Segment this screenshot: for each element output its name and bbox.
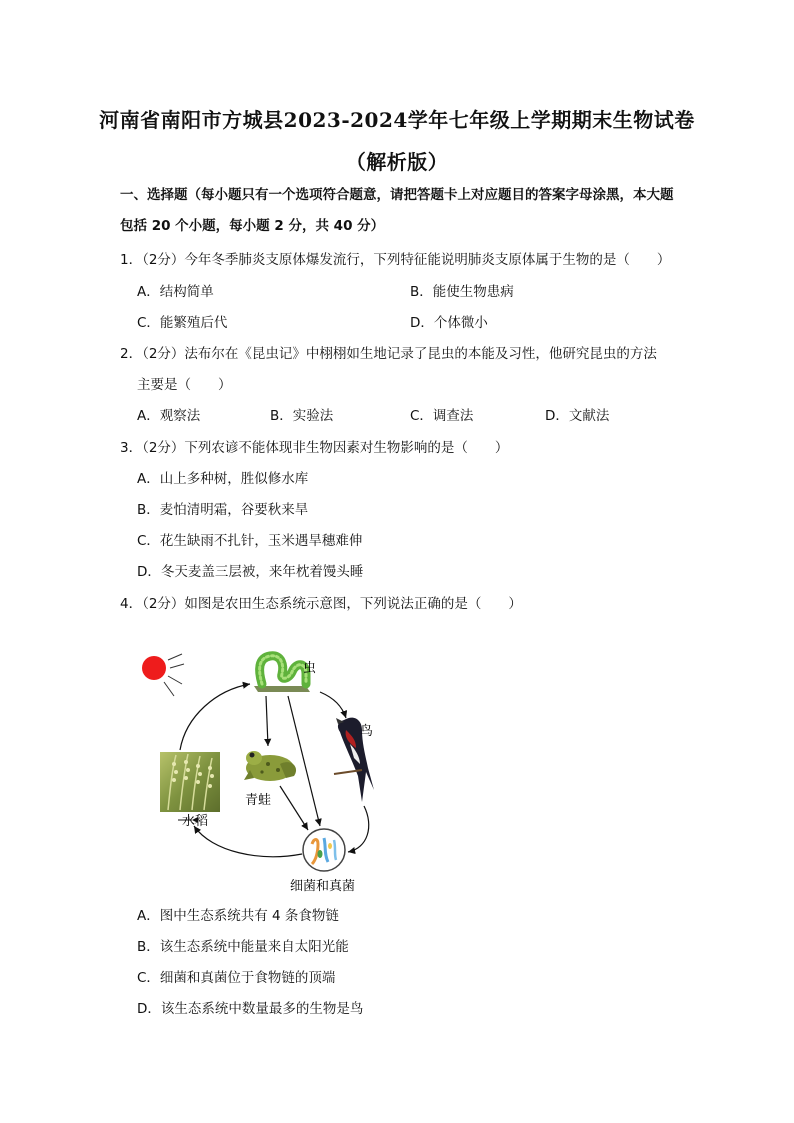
question-1-option-d: D．个体微小	[410, 315, 488, 331]
question-3-option-a: A．山上多种树，胜似修水库	[137, 471, 309, 487]
question-2-option-b: B．实验法	[270, 408, 334, 424]
question-1-option-a: A．结构简单	[137, 284, 214, 300]
sun-icon	[142, 654, 184, 696]
question-4-option-a: A．图中生态系统共有 4 条食物链	[137, 908, 339, 924]
question-1-stem: 1．（2分）今年冬季肺炎支原体爆发流行，下列特征能说明肺炎支原体属于生物的是（ ）	[120, 252, 671, 268]
caterpillar-icon	[254, 656, 310, 692]
section-heading: 一、选择题（每小题只有一个选项符合题意，请把答题卡上对应题目的答案字母涂黑，本大题包括 20 个小题，每小题 2 分，共 40 分）	[120, 187, 674, 234]
question-3-stem: 3．（2分）下列农谚不能体现非生物因素对生物影响的是（ ）	[120, 440, 509, 456]
question-2-stem-line1: 2．（2分）法布尔在《昆虫记》中栩栩如生地记录了昆虫的本能及习性，他研究昆虫的方法	[120, 346, 657, 362]
question-3-option-d: D．冬天麦盖三层被，来年枕着馒头睡	[137, 564, 364, 580]
exam-subtitle: （解析版）	[345, 150, 449, 174]
question-1-option-c: C．能繁殖后代	[137, 315, 228, 331]
label-insect: 虫	[303, 661, 317, 676]
decomposer-icon	[303, 829, 345, 871]
food-web-figure	[130, 640, 400, 900]
question-4-stem: 4．（2分）如图是农田生态系统示意图，下列说法正确的是（ ）	[120, 596, 522, 612]
question-2-option-a: A．观察法	[137, 408, 201, 424]
question-4-option-c: C．细菌和真菌位于食物链的顶端	[137, 970, 336, 986]
question-2-option-d: D．文献法	[545, 408, 610, 424]
question-3-option-b: B．麦怕清明霜，谷要秋来旱	[137, 502, 309, 518]
question-1-option-b: B．能使生物患病	[410, 284, 514, 300]
question-2-stem-line2: 主要是（ ）	[137, 377, 232, 393]
label-decomposer: 细菌和真菌	[290, 879, 356, 894]
label-rice: 水稻	[182, 814, 209, 829]
question-4-option-b: B．该生态系统中能量来自太阳光能	[137, 939, 349, 955]
question-4-option-d: D．该生态系统中数量最多的生物是鸟	[137, 1001, 364, 1017]
label-bird: 鸟	[360, 724, 374, 739]
question-3-option-c: C．花生缺雨不扎针，玉米遇旱穗难伸	[137, 533, 363, 549]
frog-icon	[244, 751, 296, 781]
question-2-option-c: C．调查法	[410, 408, 474, 424]
label-frog: 青蛙	[245, 793, 272, 808]
exam-title: 河南省南阳市方城县2023-2024学年七年级上学期期末生物试卷	[99, 108, 695, 132]
rice-plant-image	[160, 752, 220, 812]
